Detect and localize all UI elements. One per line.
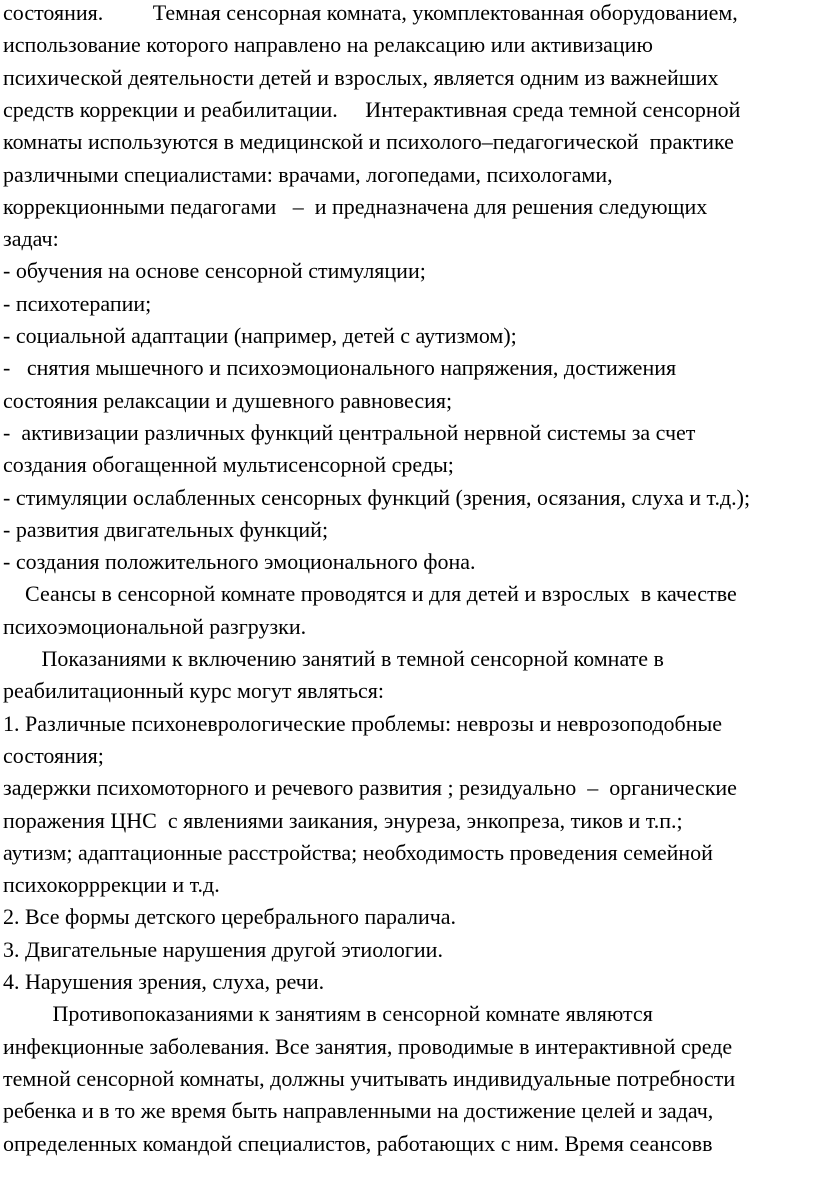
text-line: различными специалистами: врачами, логопедами, психологами, <box>3 161 613 187</box>
text-line: ребенка и в то же время быть направленными на достижение целей и задач, <box>3 1098 714 1124</box>
text-line: определенных командой специалистов, работающих с ним. Время сеансовв <box>3 1130 713 1156</box>
text-line: задач: <box>3 226 59 252</box>
text-line: аутизм; адаптационные расстройства; необходимость проведения семейной <box>3 839 713 865</box>
text-line: - снятия мышечного и психоэмоционального напряжения, достижения <box>3 355 677 381</box>
text-line: темной сенсорной комнаты, должны учитывать индивидуальные потребности <box>3 1065 736 1091</box>
text-line: Показаниями к включению занятий в темной сенсорной комнате в <box>3 646 664 671</box>
text-line: 2. Все формы детского церебрального паралича. <box>3 904 457 930</box>
text-line: инфекционные заболевания. Все занятия, проводимые в интерактивной среде <box>3 1033 733 1059</box>
text-line: использование которого направлено на релаксацию или активизацию <box>3 32 653 58</box>
text-line: состояния. Темная сенсорная комната, укомплектованная оборудованием, <box>3 0 738 25</box>
text-line: 1. Различные психоневрологические проблемы: неврозы и неврозоподобные <box>3 710 723 736</box>
text-line: психоэмоциональной разгрузки. <box>3 613 307 639</box>
text-line: 4. Нарушения зрения, слуха, речи. <box>3 969 325 994</box>
text-line: 3. Двигательные нарушения другой этиологии. <box>3 936 443 962</box>
text-line: Противопоказаниями к занятиям в сенсорной комнате являются <box>3 1001 653 1027</box>
text-line: психокорррекции и т.д. <box>3 872 220 898</box>
text-line: задержки психомоторного и речевого развития ; резидуально – органические <box>3 775 737 801</box>
text-line: - психотерапии; <box>3 290 152 316</box>
text-line: - обучения на основе сенсорной стимуляции; <box>3 258 426 284</box>
text-line: реабилитационный курс могут являться: <box>3 678 384 704</box>
text-line: - стимуляции ослабленных сенсорных функций (зрения, осязания, слуха и т.д.); <box>3 484 751 510</box>
text-line: - активизации различных функций центральной нервной системы за счет <box>3 419 696 445</box>
text-line: средств коррекции и реабилитации. Интерактивная среда темной сенсорной <box>3 96 741 122</box>
text-line: Сеансы в сенсорной комнате проводятся и для детей и взрослых в качестве <box>3 581 737 607</box>
text-line: состояния; <box>3 742 104 768</box>
text-line: комнаты используются в медицинской и психолого–педагогической практике <box>3 129 734 155</box>
text-line: - социальной адаптации (например, детей с аутизмом); <box>3 323 517 348</box>
text-line: - создания положительного эмоционального фона. <box>3 549 476 575</box>
text-line: создания обогащенной мультисенсорной среды; <box>3 452 454 478</box>
text-line: состояния релаксации и душевного равновесия; <box>3 387 453 413</box>
text-line: психической деятельности детей и взрослых, является одним из важнейших <box>3 64 719 90</box>
text-line: поражения ЦНС с явлениями заикания, энуреза, энкопреза, тиков и т.п.; <box>3 807 683 833</box>
text-line: - развития двигательных функций; <box>3 516 329 542</box>
text-line: коррекционными педагогами – и предназначена для решения следующих <box>3 193 708 219</box>
